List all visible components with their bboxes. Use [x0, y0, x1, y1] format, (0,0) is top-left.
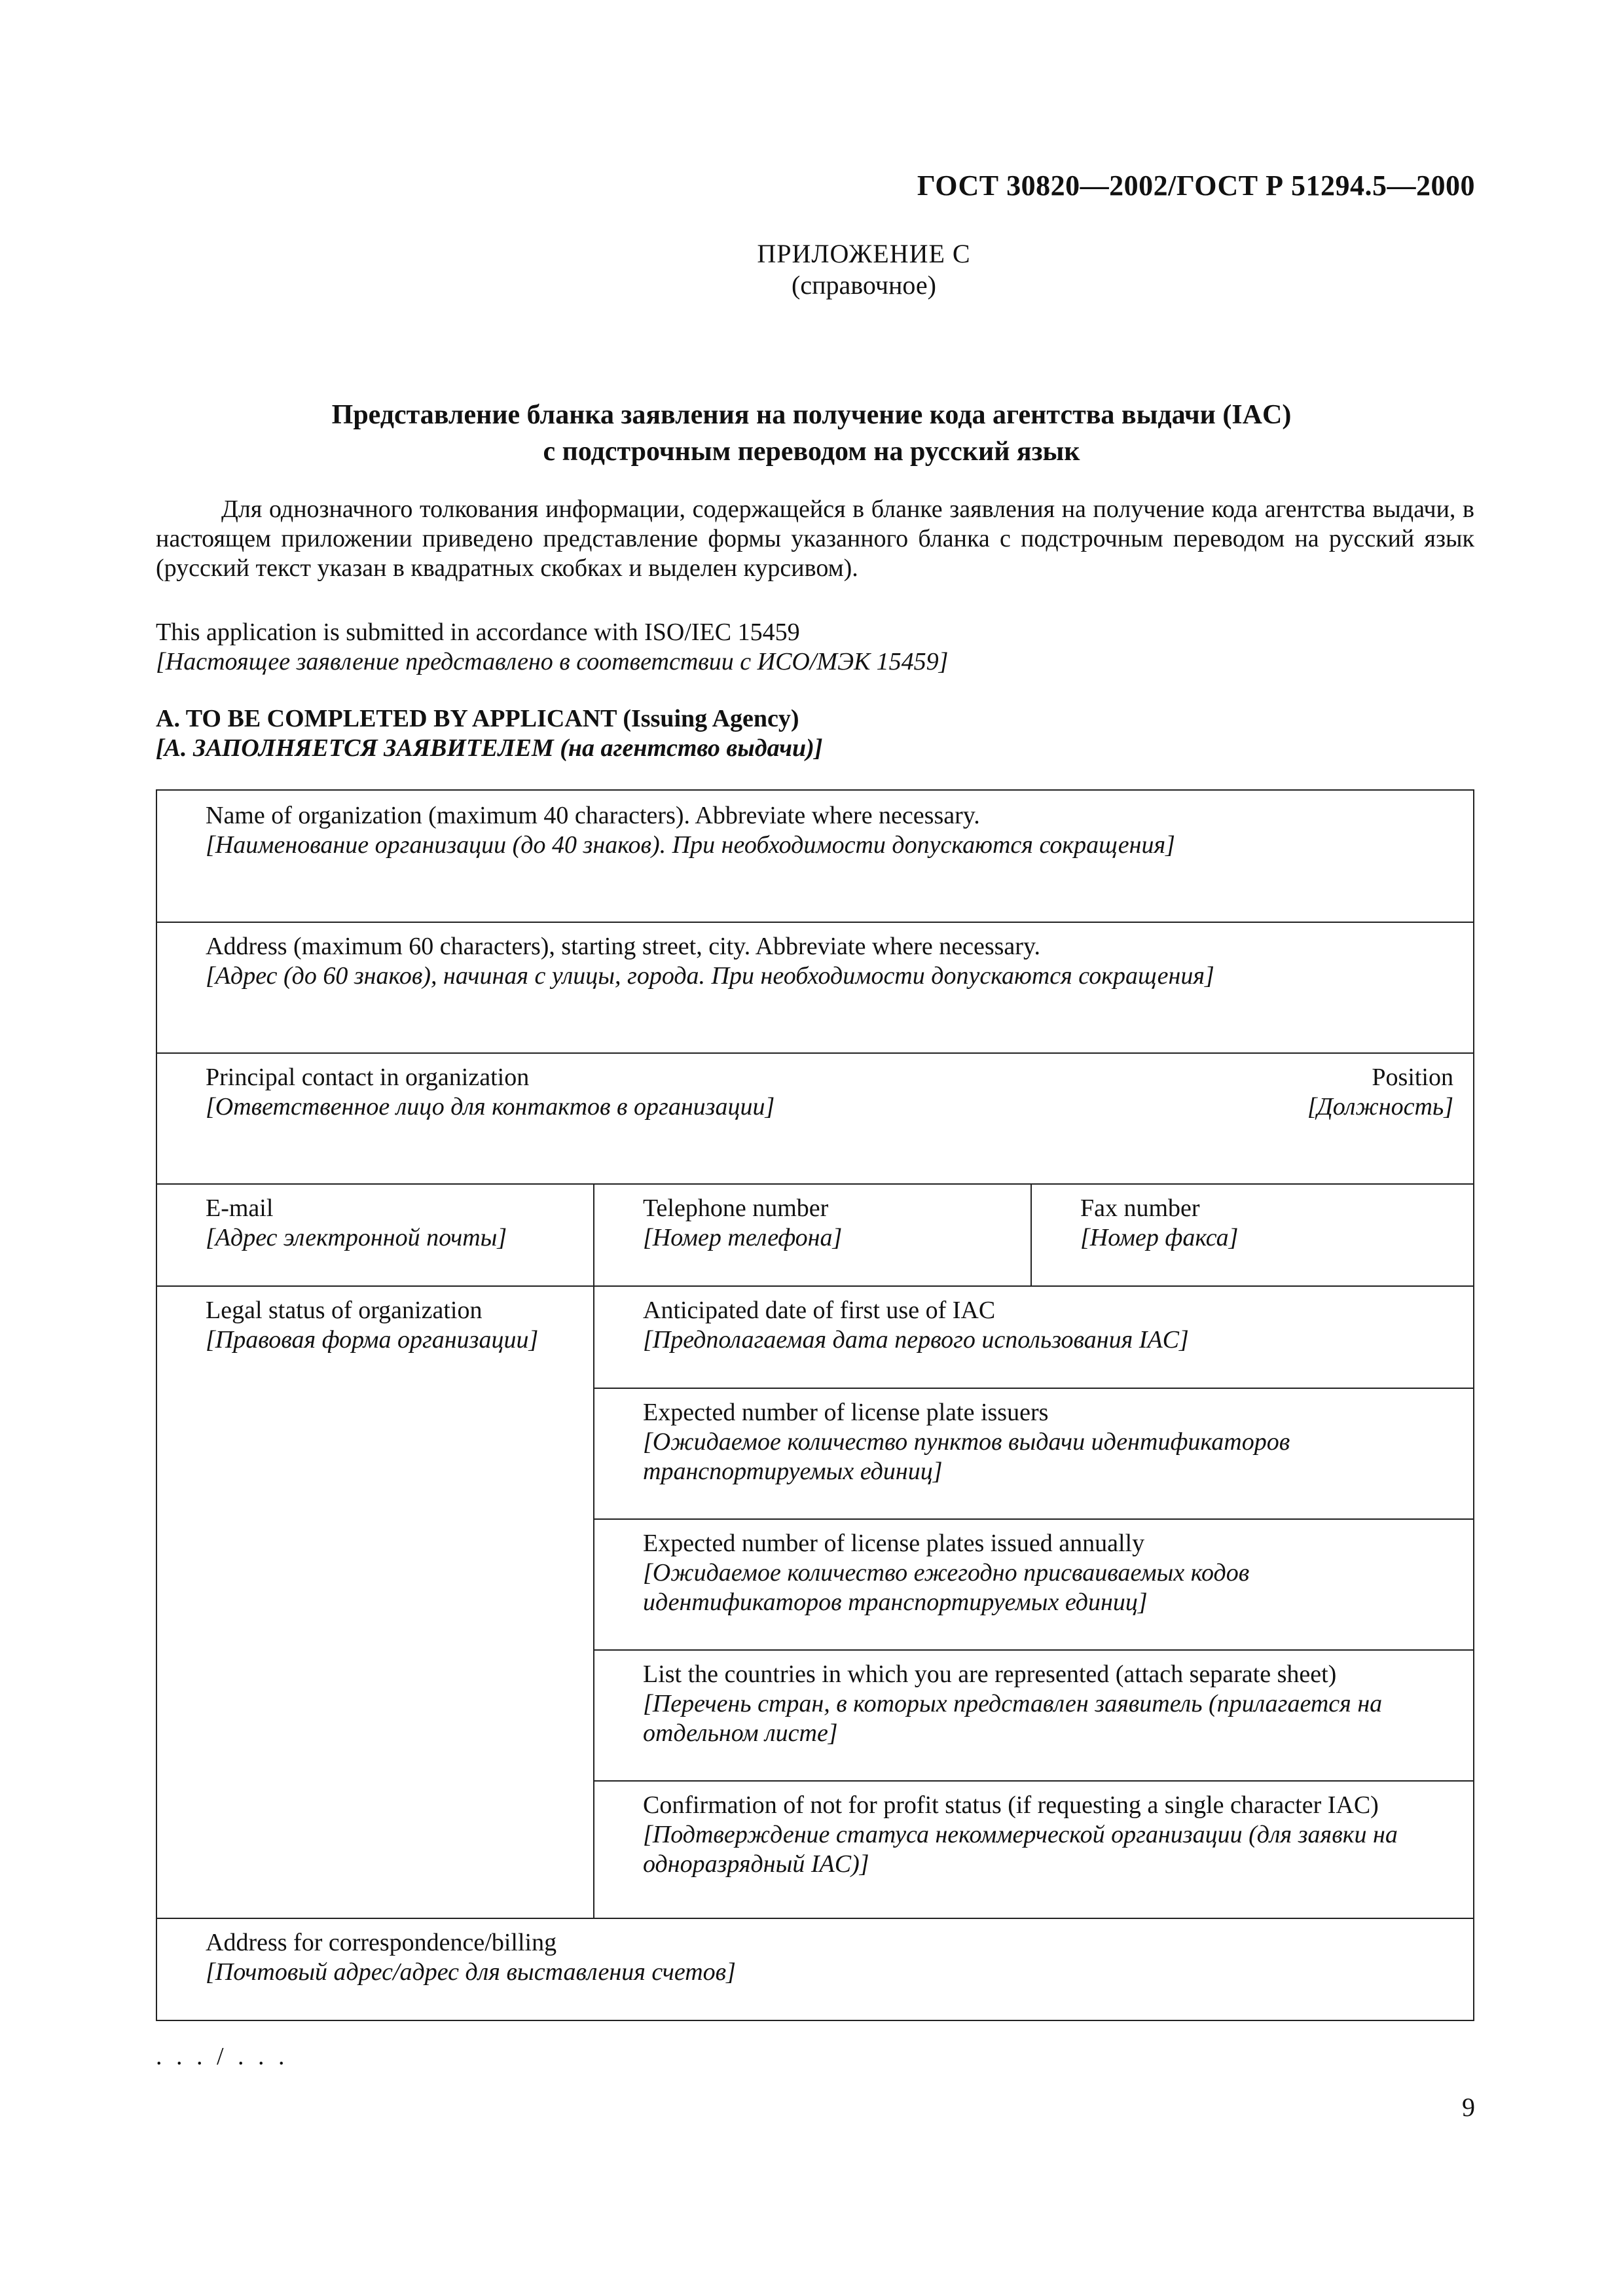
- field-label-en: Principal contact in organization: [206, 1064, 530, 1091]
- field-label-en: List the countries in which you are represented (attach separate sheet): [643, 1660, 1337, 1688]
- field-label-ru: [Перечень стран, в которых представлен заявитель (прилагается на: [643, 1690, 1383, 1717]
- compliance-ru: [Настоящее заявление представлено в соответствии с ИСО/МЭК 15459]: [156, 648, 949, 675]
- field-label-en: Telephone number: [643, 1194, 829, 1222]
- field-fax[interactable]: [1080, 1194, 1238, 1253]
- field-label-ru: [Предполагаемая дата первого использования IAC]: [643, 1326, 1189, 1354]
- row-divider: [594, 1518, 1473, 1520]
- field-label-ru: одноразрядный IAC)]: [643, 1850, 869, 1878]
- field-label-ru: отдельном листе]: [643, 1719, 838, 1747]
- field-nonprofit-confirmation[interactable]: [643, 1791, 1398, 1879]
- field-label-ru: [Ожидаемое количество ежегодно присваиваемых кодов: [643, 1559, 1250, 1587]
- field-label-ru: [Номер телефона]: [643, 1224, 843, 1251]
- field-label-ru: [Правовая форма организации]: [206, 1326, 539, 1354]
- intro-paragraph: Для однозначного толкования информации, содержащейся в бланке заявления на получение кода агентства выдачи, в настоящем приложении приведено представление формы указанного бланка с подстрочным переводом на русский язык (русский текст указан в квадратных скобках и выделен курсивом).: [156, 495, 1474, 582]
- document-title: [0, 397, 1623, 470]
- field-telephone[interactable]: [643, 1194, 842, 1253]
- field-principal-contact[interactable]: [206, 1063, 775, 1122]
- field-countries[interactable]: [643, 1660, 1382, 1748]
- field-label-ru: идентификаторов транспортируемых единиц]: [643, 1588, 1148, 1616]
- field-label-en: Anticipated date of first use of IAC: [643, 1297, 996, 1324]
- field-plates-annually[interactable]: [643, 1529, 1249, 1617]
- section-a-en: A. TO BE COMPLETED BY APPLICANT (Issuing Agency): [156, 705, 799, 732]
- field-label-en: Expected number of license plate issuers: [643, 1399, 1049, 1426]
- field-plate-issuers[interactable]: [643, 1398, 1290, 1486]
- field-label-en: Name of organization (maximum 40 characters). Abbreviate where necessary.: [206, 802, 980, 829]
- field-label-en: E-mail: [206, 1194, 274, 1222]
- row-divider: [157, 1183, 1473, 1185]
- field-email[interactable]: [206, 1194, 507, 1253]
- field-label-ru: [Ожидаемое количество пунктов выдачи идентификаторов: [643, 1428, 1290, 1456]
- document-title-line-1: Представление бланка заявления на получение кода агентства выдачи (IAC): [331, 400, 1292, 430]
- field-label-en: Position: [1372, 1064, 1453, 1091]
- field-label-en: Confirmation of not for profit status (if requesting a single character IAC): [643, 1791, 1379, 1819]
- row-divider: [157, 1285, 1473, 1287]
- field-label-ru: [Адрес электронной почты]: [206, 1224, 507, 1251]
- row-divider: [157, 1918, 1473, 1919]
- field-label-ru: [Подтверждение статуса некоммерческой организации (для заявки на: [643, 1821, 1398, 1848]
- field-org-name[interactable]: [206, 801, 1175, 860]
- field-position[interactable]: [1307, 1063, 1453, 1122]
- row-divider: [594, 1649, 1473, 1651]
- field-address[interactable]: [206, 932, 1214, 991]
- field-label-ru: транспортируемых единиц]: [643, 1458, 943, 1485]
- page-number: 9: [1462, 2092, 1475, 2122]
- field-first-use-date[interactable]: [643, 1296, 1189, 1355]
- annex-title: ПРИЛОЖЕНИЕ С: [757, 239, 971, 268]
- field-label-en: Address for correspondence/billing: [206, 1929, 557, 1956]
- field-label-ru: [Ответственное лицо для контактов в организации]: [206, 1093, 775, 1121]
- field-label-en: Legal status of organization: [206, 1297, 483, 1324]
- field-label-ru: [Адрес (до 60 знаков), начиная с улицы, города. При необходимости допускаются сокращения]: [206, 962, 1214, 990]
- section-a-heading: [156, 704, 823, 763]
- application-form-table: [156, 789, 1474, 2021]
- field-label-ru: [Почтовый адрес/адрес для выставления счетов]: [206, 1958, 736, 1986]
- compliance-statement: [156, 618, 948, 677]
- field-label-en: Fax number: [1080, 1194, 1200, 1222]
- field-label-ru: [Наименование организации (до 40 знаков). При необходимости допускаются сокращения]: [206, 831, 1175, 859]
- field-billing-address[interactable]: [206, 1928, 736, 1987]
- column-divider: [593, 1183, 594, 1918]
- annex-subtitle: (справочное): [792, 270, 936, 300]
- field-label-ru: [Должность]: [1307, 1093, 1453, 1121]
- compliance-en: This application is submitted in accordance with ISO/IEC 15459: [156, 619, 800, 646]
- row-divider: [594, 1780, 1473, 1782]
- row-divider: [157, 922, 1473, 923]
- field-legal-status[interactable]: [206, 1296, 538, 1355]
- section-a-ru: [А. ЗАПОЛНЯЕТСЯ ЗАЯВИТЕЛЕМ (на агентство выдачи)]: [156, 734, 823, 762]
- column-divider: [1030, 1183, 1032, 1285]
- field-label-en: Expected number of license plates issued annually: [643, 1530, 1145, 1557]
- standard-designation: ГОСТ 30820—2002/ГОСТ Р 51294.5—2000: [917, 170, 1475, 202]
- document-title-line-2: с подстрочным переводом на русский язык: [543, 437, 1080, 467]
- row-divider: [594, 1388, 1473, 1389]
- row-divider: [157, 1052, 1473, 1054]
- continuation-marker: . . . / . . .: [156, 2043, 289, 2070]
- field-label-ru: [Номер факса]: [1080, 1224, 1239, 1251]
- field-label-en: Address (maximum 60 characters), starting street, city. Abbreviate where necessary.: [206, 933, 1040, 960]
